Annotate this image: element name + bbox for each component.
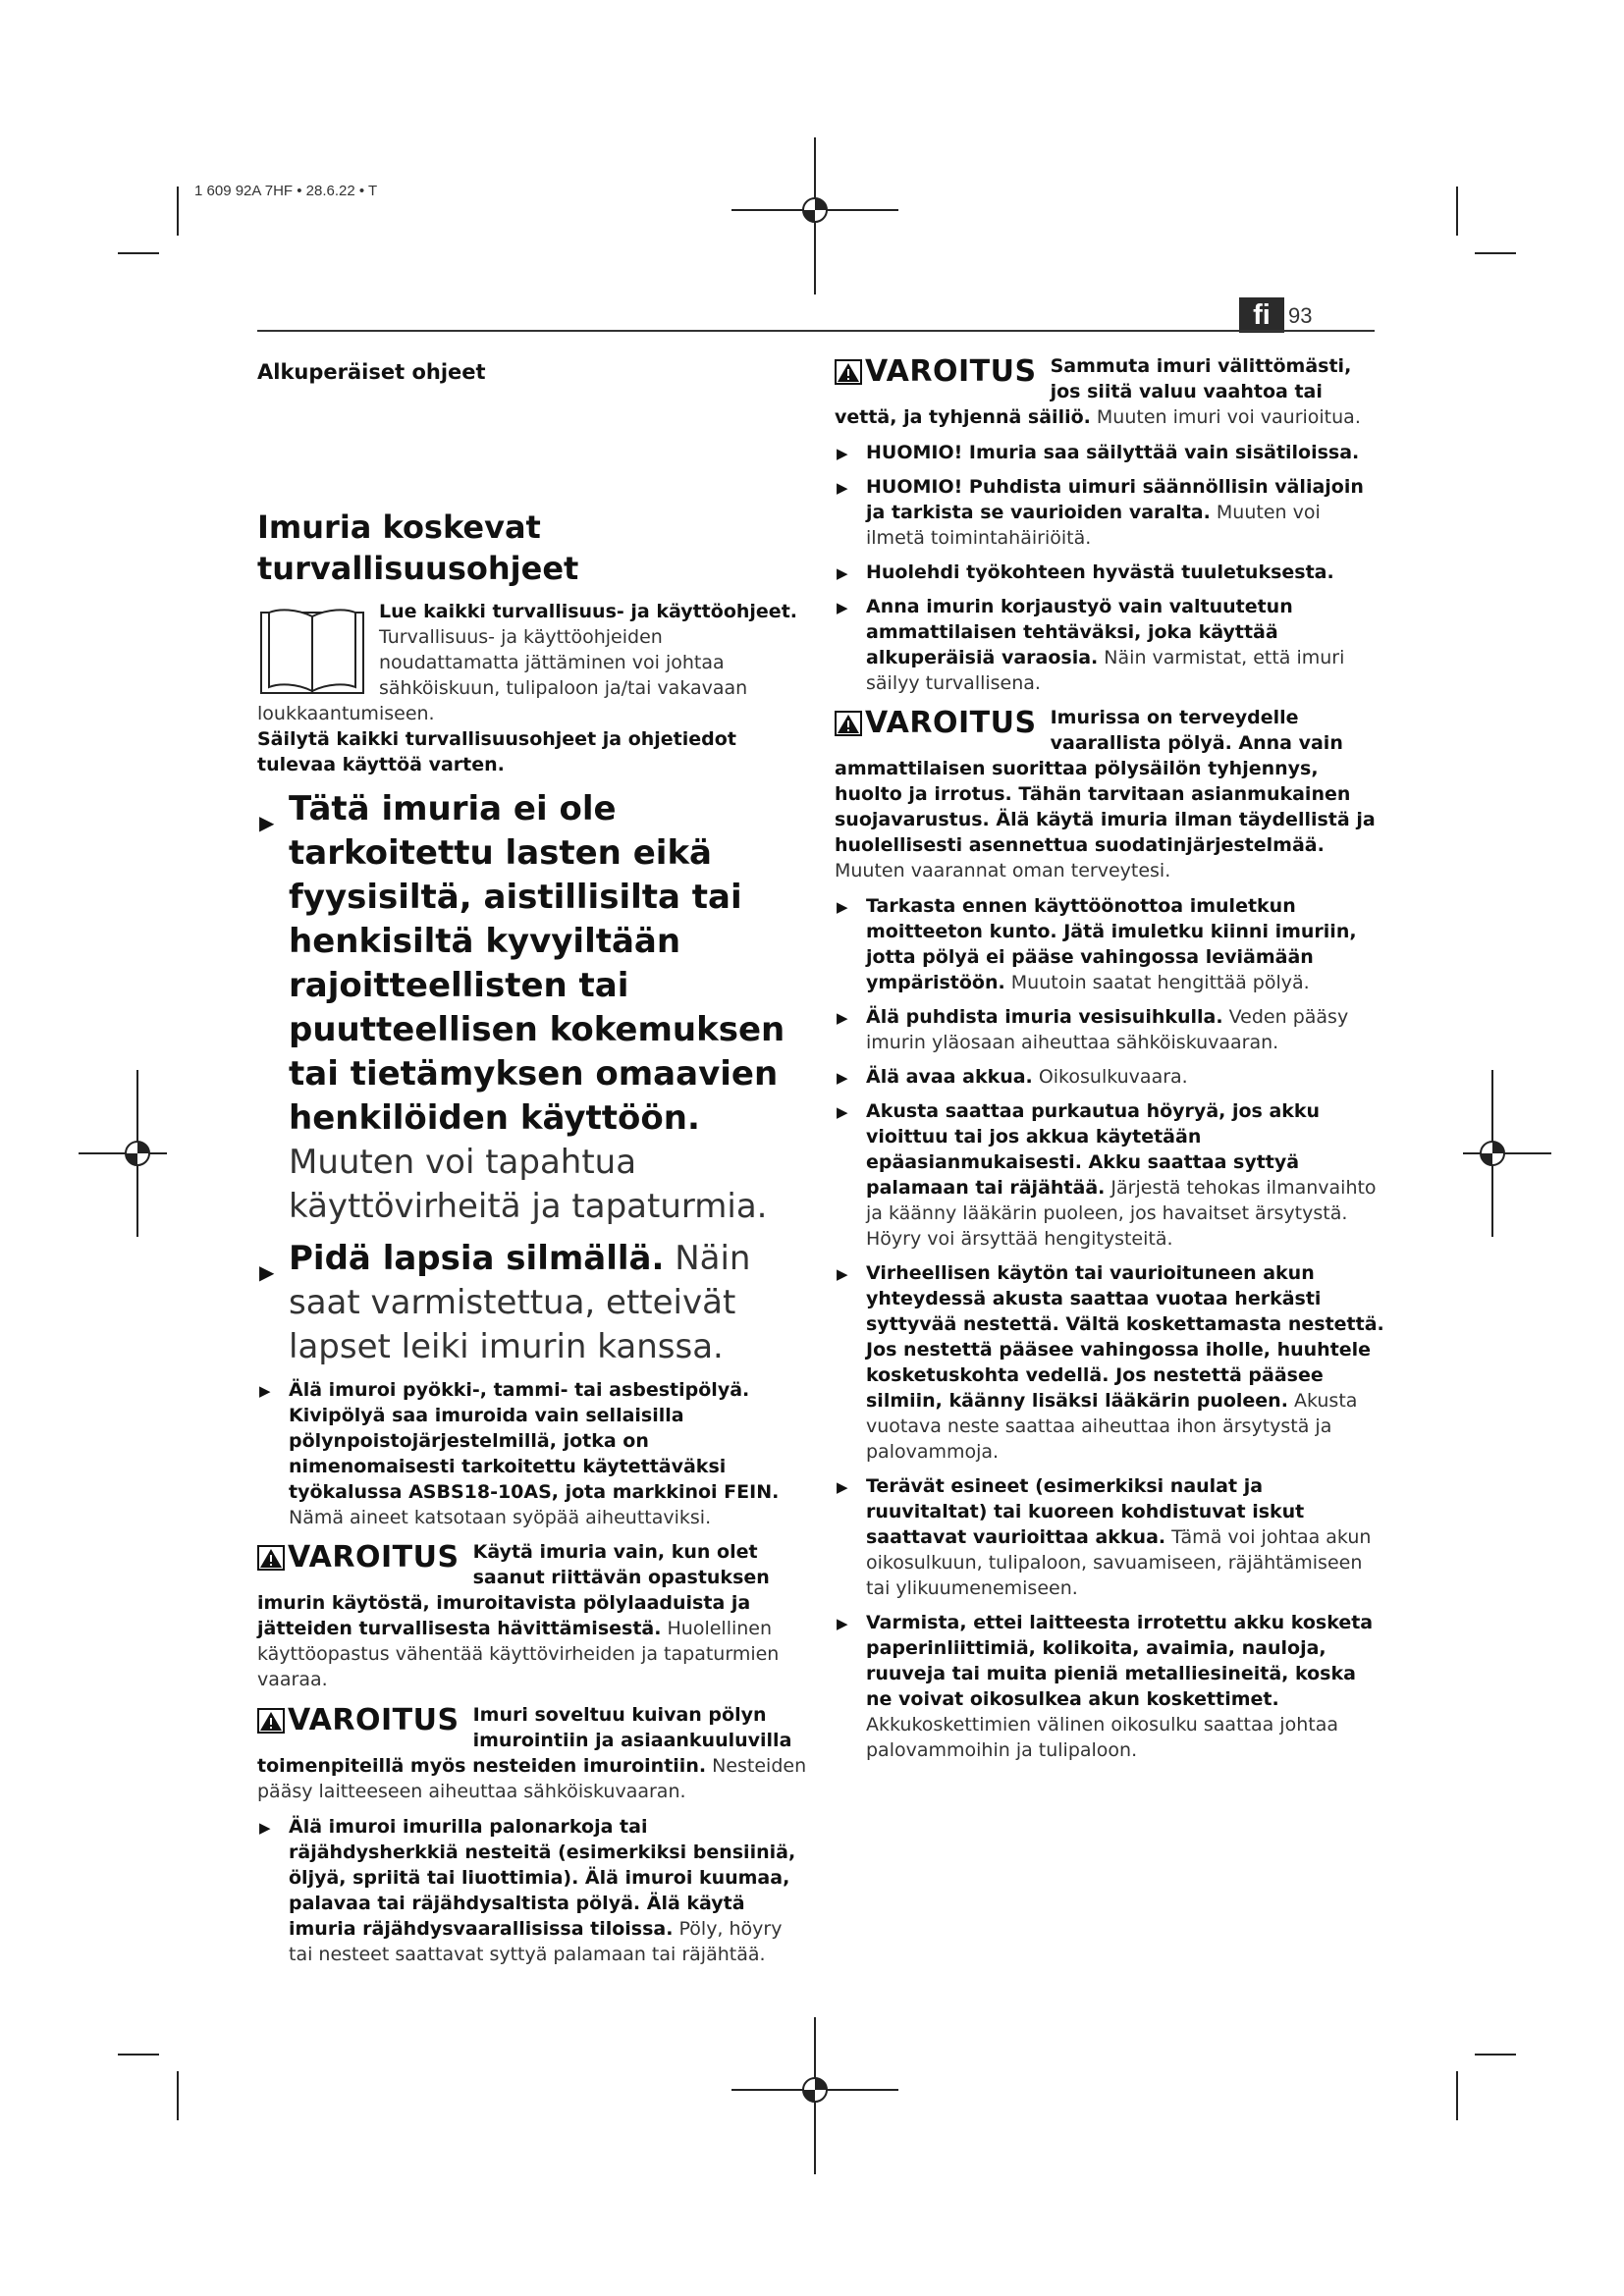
warning-block	[257, 1539, 807, 1692]
warning-label	[835, 705, 1037, 742]
bullet-triangle-icon: ▶	[837, 1478, 848, 1496]
warning-bold: Imurissa on terveydelle vaarallista pölyä. Anna vain ammattilaisen suorittaa pölysäilön tyhjennys, huolto ja irrotus. Tähän tarvitaan asianmukainen suojavarustus. Älä käytä imuria ilman täydellistä ja huolellisesti asennettua suodatinjärjestelmää.	[835, 707, 1376, 856]
list-item	[835, 440, 1384, 465]
warning-text: Muuten vaarannat oman terveytesi.	[835, 860, 1171, 881]
warning-label-text: VAROITUS	[865, 354, 1037, 389]
warning-block	[257, 1702, 807, 1804]
keep-instructions: Säilytä kaikki turvallisuusohjeet ja ohjetiedot tulevaa käyttöä varten.	[257, 728, 736, 775]
list-item	[835, 1260, 1384, 1465]
list-item	[835, 1064, 1384, 1090]
warning-label	[257, 1539, 460, 1576]
list-item	[257, 1237, 807, 1369]
item-text: Muuten voi ilmetä toimintahäiriöitä.	[866, 502, 1321, 549]
item-bold: Anna imurin korjaustyö vain valtuutetun ammattilaisen tehtäväksi, joka käyttää alkuperäisiä varaosia.	[866, 596, 1293, 668]
warning-text: Huolellinen käyttöopastus vähentää käyttövirheiden ja tapaturmien vaaraa.	[257, 1618, 780, 1690]
registration-mark-icon	[1463, 1070, 1551, 1237]
item-text: Nämä aineet katsotaan syöpää aiheuttaviksi.	[289, 1507, 712, 1528]
bullet-triangle-icon: ▶	[259, 1260, 275, 1284]
item-bold: Virheellisen käytön tai vaurioituneen akun yhteydessä akusta saattaa vuotaa herkästi syttyvää nestettä. Vältä koskettamasta nestettä. Jos nestettä pääsee vahingossa iholle, huuhtele kosketuskohta vedellä. Jos nestettä pääsee silmiin, käänny lisäksi lääkärin puoleen.	[866, 1262, 1384, 1412]
list-item	[835, 893, 1384, 995]
section-title	[257, 507, 807, 589]
warning-triangle-icon	[835, 359, 862, 385]
right-column	[835, 353, 1384, 1772]
bullet-triangle-icon: ▶	[837, 599, 848, 616]
page-number: 93	[1288, 303, 1313, 328]
warning-label-text: VAROITUS	[865, 706, 1037, 740]
item-bold: Terävät esineet (esimerkiksi naulat ja ruuvitaltat) tai kuoreen kohdistuvat iskut saattavat vaurioittaa akkua.	[866, 1475, 1305, 1548]
item-text: Tämä voi johtaa akun oikosulkuun, tulipaloon, savuamiseen, räjähtämiseen tai ylikuumenemiseen.	[866, 1526, 1372, 1599]
bullet-triangle-icon: ▶	[837, 1103, 848, 1121]
item-text: Akkukoskettimien välinen oikosulku saattaa johtaa palovammoihin ja tulipaloon.	[866, 1714, 1338, 1761]
read-text: Turvallisuus- ja käyttöohjeiden noudattamatta jättäminen voi johtaa sähköiskuun, tulipaloon ja/tai vakavaan loukkaantumiseen.	[257, 626, 748, 724]
warning-text: Muuten imuri voi vaurioitua.	[1090, 406, 1361, 428]
item-bold: Varmista, ettei laitteesta irrotettu akku kosketa paperinliittimiä, kolikoita, avaimia, nauloja, ruuveja tai muita pieniä metalliesineitä, koska ne voivat oikosulkea akun koskettimet.	[866, 1612, 1374, 1710]
document-subtitle: Alkuperäiset ohjeet	[257, 360, 486, 384]
list-item	[835, 1610, 1384, 1763]
bullet-triangle-icon: ▶	[837, 445, 848, 462]
bullet-triangle-icon: ▶	[837, 1265, 848, 1283]
bullet-triangle-icon: ▶	[259, 1382, 271, 1400]
list-item	[835, 560, 1384, 585]
list-item	[257, 1377, 807, 1530]
section-title-line: Imuria koskevat	[257, 508, 541, 546]
read-bold: Lue kaikki turvallisuus- ja käyttöohjeet.	[379, 601, 797, 622]
item-bold: Älä imuroi imurilla palonarkoja tai räjähdysherkkiä nesteitä (esimerkiksi bensiiniä, öljyä, spriitä tai liuottimia). Älä imuroi kuumaa, palavaa tai räjähdysaltista pölyä. Älä käytä imuria räjähdysvaarallisissa tiloissa.	[289, 1816, 796, 1940]
print-slug: 1 609 92A 7HF • 28.6.22 • T	[194, 183, 378, 199]
warning-block	[835, 705, 1384, 883]
crop-mark	[118, 252, 159, 254]
warning-label-text: VAROITUS	[288, 1703, 460, 1737]
warning-block	[835, 353, 1384, 430]
bullet-triangle-icon: ▶	[837, 479, 848, 497]
warning-text: Nesteiden pääsy laitteeseen aiheuttaa sähköiskuvaaran.	[257, 1755, 807, 1802]
warning-label-text: VAROITUS	[288, 1540, 460, 1575]
crop-mark	[1456, 2071, 1458, 2120]
warning-bold: Imuri soveltuu kuivan pölyn imurointiin ja asiaankuuluvilla toimenpiteillä myös nesteiden imurointiin.	[257, 1704, 792, 1777]
item-bold: Pidä lapsia silmällä.	[289, 1239, 665, 1278]
item-bold: Tätä imuria ei ole tarkoitettu lasten eikä fyysisiltä, aistillisilta tai henkisiltä kyvyiltään rajoitteellisten tai puutteellisen kokemuksen tai tietämyksen omaavien henkilöiden käyttöön.	[289, 789, 785, 1138]
item-bold: Älä puhdista imuria vesisuihkulla.	[866, 1006, 1223, 1028]
item-bold: Älä avaa akkua.	[866, 1066, 1033, 1088]
crop-mark	[177, 2071, 179, 2120]
list-item	[835, 474, 1384, 551]
item-bold: HUOMIO! Imuria saa säilyttää vain sisätiloissa.	[866, 442, 1360, 463]
list-item	[257, 1814, 807, 1967]
list-item	[835, 1004, 1384, 1055]
item-text: Oikosulkuvaara.	[1032, 1066, 1188, 1088]
crop-mark	[1456, 187, 1458, 236]
item-text: Näin varmistat, että imuri säilyy turvallisena.	[866, 647, 1345, 694]
bullet-triangle-icon: ▶	[837, 1069, 848, 1087]
crop-mark	[177, 187, 179, 236]
warning-triangle-icon	[257, 1708, 285, 1734]
warning-triangle-icon	[257, 1545, 285, 1571]
item-text: Pöly, höyry tai nesteet saattavat syttyä palamaan tai räjähtää.	[289, 1918, 783, 1965]
section-title-line: turvallisuusohjeet	[257, 550, 579, 587]
bullet-triangle-icon: ▶	[837, 564, 848, 582]
item-text: Muutoin saatat hengittää pölyä.	[1004, 972, 1310, 993]
language-badge: fi	[1239, 297, 1284, 333]
large-warning-list	[257, 787, 807, 1369]
item-bold: Huolehdi työkohteen hyvästä tuuletuksesta.	[866, 561, 1334, 583]
crop-mark	[118, 2054, 159, 2056]
item-bold: HUOMIO! Puhdista uimuri säännöllisin väliajoin ja tarkista se vaurioiden varalta.	[866, 476, 1364, 523]
warning-label	[835, 353, 1037, 391]
item-text: Näin saat varmistettua, etteivät lapset leiki imurin kanssa.	[289, 1239, 751, 1366]
registration-mark-icon	[79, 1070, 167, 1237]
warning-bold: Sammuta imuri välittömästi, jos siitä valuu vaahtoa tai vettä, ja tyhjennä säiliö.	[835, 355, 1352, 428]
manual-book-icon	[257, 603, 367, 697]
list-item	[835, 1473, 1384, 1601]
bullet-triangle-icon: ▶	[259, 1819, 271, 1837]
registration-mark-icon	[731, 137, 908, 294]
registration-mark-icon	[731, 2017, 908, 2174]
item-text: Järjestä tehokas ilmanvaihto ja käänny lääkärin puoleen, jos havaitset ärsytystä. Höyry voi ärsyttää hengitysteitä.	[866, 1177, 1377, 1250]
header-rule	[257, 330, 1375, 332]
warning-label	[257, 1702, 460, 1739]
list-item	[835, 594, 1384, 696]
crop-mark	[1475, 252, 1516, 254]
item-bold: Tarkasta ennen käyttöönottoa imuletkun moitteeton kunto. Jätä imuletku kiinni imuriin, jotta pölyä ei pääse vahingossa leviämään ympäristöön.	[866, 895, 1357, 993]
warning-triangle-icon	[835, 711, 862, 736]
item-text: Veden pääsy imurin yläosaan aiheuttaa sähköiskuvaaran.	[866, 1006, 1349, 1053]
item-bold: Älä imuroi pyökki-, tammi- tai asbestipölyä. Kivipölyä saa imuroida vain sellaisilla pölynpoistojärjestelmillä, jotka on nimenomaisesti tarkoitettu käytettäväksi työkalussa ASBS18-10AS, jota markkinoi FEIN.	[289, 1379, 780, 1503]
bullet-triangle-icon: ▶	[837, 1009, 848, 1027]
left-column	[257, 353, 807, 1976]
item-bold: Akusta saattaa purkautua höyryä, jos akku vioittuu tai jos akkua käytetään epäasianmukaisesti. Akku saattaa syttyä palamaan tai räjähtää.	[866, 1100, 1321, 1199]
bullet-triangle-icon: ▶	[259, 811, 275, 834]
item-text: Muuten voi tapahtua käyttövirheitä ja tapaturmia.	[289, 1143, 768, 1226]
bullet-triangle-icon: ▶	[837, 898, 848, 916]
list-item	[257, 787, 807, 1229]
bullet-triangle-icon: ▶	[837, 1615, 848, 1632]
item-text: Akusta vuotava neste saattaa aiheuttaa ihon ärsytystä ja palovammoja.	[866, 1390, 1358, 1463]
warning-bold: Käytä imuria vain, kun olet saanut riittävän opastuksen imurin käytöstä, imuroitavista pölylaaduista ja jätteiden turvallisesta hävittämisestä.	[257, 1541, 770, 1639]
crop-mark	[1475, 2054, 1516, 2056]
read-instructions	[257, 599, 807, 726]
list-item	[835, 1098, 1384, 1252]
